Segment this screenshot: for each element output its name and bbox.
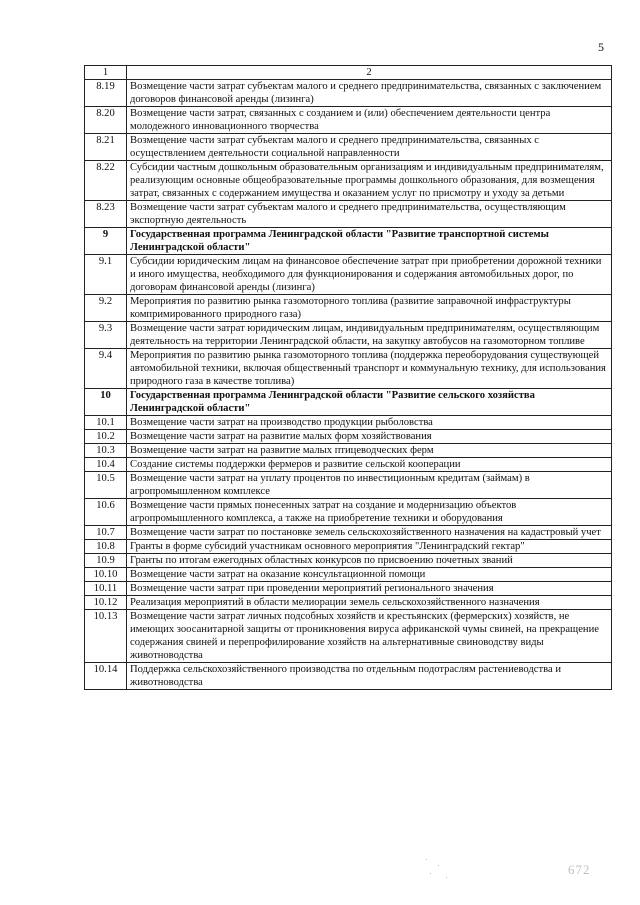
table-body: [85, 80, 612, 690]
table-row: [85, 322, 612, 349]
row-text: Возмещение части затрат на уплату процентов по инвестиционным кредитам (займам) в агропромышленном комплексе: [127, 472, 612, 499]
table-row: [85, 416, 612, 430]
row-number: 9.4: [85, 349, 127, 389]
row-text: Возмещение части затрат личных подсобных хозяйств и крестьянских (фермерских) хозяйств, не имеющих зоосанитарной защиты от проникновения вируса африканской чумы свиней, на прекращение содержания свиней и перепрофилирование хозяйств на альтернативные свиноводству виды животноводства: [127, 610, 612, 663]
row-number: 10.2: [85, 430, 127, 444]
section-row: [85, 228, 612, 255]
table-row: [85, 582, 612, 596]
table-row: [85, 540, 612, 554]
header-column-description: 2: [127, 66, 612, 80]
row-text: Возмещение части прямых понесенных затрат на создание и модернизацию объектов агропромышленного комплекса, а также на приобретение техники и оборудования: [127, 499, 612, 526]
row-number: 8.23: [85, 201, 127, 228]
row-number: 10.12: [85, 596, 127, 610]
table-row: [85, 499, 612, 526]
table-row: [85, 349, 612, 389]
row-number: 10.8: [85, 540, 127, 554]
row-text: Возмещение части затрат на производство продукции рыболовства: [127, 416, 612, 430]
table-row: [85, 472, 612, 499]
row-number: 10.14: [85, 663, 127, 690]
row-text: Возмещение части затрат при проведении мероприятий регионального значения: [127, 582, 612, 596]
table-row: [85, 134, 612, 161]
table-row: [85, 201, 612, 228]
row-number: 9.1: [85, 255, 127, 295]
table-row: [85, 107, 612, 134]
row-number: 10.1: [85, 416, 127, 430]
section-row: [85, 389, 612, 416]
row-number: 8.19: [85, 80, 127, 107]
row-number: 10.7: [85, 526, 127, 540]
row-number: 9.2: [85, 295, 127, 322]
table-row: [85, 161, 612, 201]
row-text: Возмещение части затрат на оказание консультационной помощи: [127, 568, 612, 582]
row-number: 10.4: [85, 458, 127, 472]
table-row: [85, 80, 612, 107]
table-row: [85, 596, 612, 610]
row-text: Возмещение части затрат субъектам малого и среднего предпринимательства, осуществляющим экспортную деятельность: [127, 201, 612, 228]
row-number: 10.11: [85, 582, 127, 596]
row-text: Мероприятия по развитию рынка газомоторного топлива (развитие заправочной инфраструктуры компримированного природного газа): [127, 295, 612, 322]
row-number: 8.20: [85, 107, 127, 134]
row-number: 9.3: [85, 322, 127, 349]
row-text: Государственная программа Ленинградской области "Развитие транспортной системы Ленинградской области": [127, 228, 612, 255]
row-text: Субсидии частным дошкольным образовательным организациям и индивидуальным предпринимателям, реализующим основные общеобразовательные программы дошкольного образования, для возмещения затрат, связанных с содержанием имущества и оказанием услуг по присмотру и уходу за детьми: [127, 161, 612, 201]
table-row: [85, 295, 612, 322]
row-number: 10.13: [85, 610, 127, 663]
row-text: Возмещение части затрат субъектам малого и среднего предпринимательства, связанных с осуществлением деятельности социальной направленности: [127, 134, 612, 161]
row-text: Возмещение части затрат юридическим лицам, индивидуальным предпринимателям, осуществляющим деятельность на территории Ленинградской области, на закупку автобусов на газомоторном топливе: [127, 322, 612, 349]
row-text: Возмещение части затрат по постановке земель сельскохозяйственного назначения на кадастровый учет: [127, 526, 612, 540]
row-text: Гранты по итогам ежегодных областных конкурсов по присвоению почетных званий: [127, 554, 612, 568]
table-header-row: [85, 66, 612, 80]
table-row: [85, 458, 612, 472]
table-row: [85, 255, 612, 295]
row-text: Поддержка сельскохозяйственного производства по отдельным подотраслям растениеводства и животноводства: [127, 663, 612, 690]
table-row: [85, 554, 612, 568]
row-number: 10: [85, 389, 127, 416]
table-row: [85, 444, 612, 458]
row-text: Возмещение части затрат, связанных с созданием и (или) обеспечением деятельности центра молодежного инновационного творчества: [127, 107, 612, 134]
header-column-number: 1: [85, 66, 127, 80]
scan-specks: [420, 855, 460, 885]
table-row: [85, 610, 612, 663]
page-number: 5: [598, 40, 604, 54]
row-text: Гранты в форме субсидий участникам основного мероприятия "Ленинградский гектар": [127, 540, 612, 554]
row-text: Государственная программа Ленинградской области "Развитие сельского хозяйства Ленинградской области": [127, 389, 612, 416]
table-row: [85, 430, 612, 444]
row-number: 10.6: [85, 499, 127, 526]
row-text: Мероприятия по развитию рынка газомоторного топлива (поддержка переоборудования существующей автомобильной техники, включая общественный транспорт и коммунальную технику, для использования природного газа в качестве топлива): [127, 349, 612, 389]
row-text: Субсидии юридическим лицам на финансовое обеспечение затрат при приобретении дорожной техники и иного имущества, необходимого для функционирования и содержания автомобильных дорог, по договорам финансовой аренды (лизинга): [127, 255, 612, 295]
row-text: Создание системы поддержки фермеров и развитие сельской кооперации: [127, 458, 612, 472]
row-number: 10.9: [85, 554, 127, 568]
document-table: [84, 65, 612, 690]
row-number: 10.3: [85, 444, 127, 458]
table-row: [85, 663, 612, 690]
row-number: 10.10: [85, 568, 127, 582]
page-stamp: 672: [568, 862, 591, 877]
row-text: Возмещение части затрат на развитие малых птицеводческих ферм: [127, 444, 612, 458]
row-text: Реализация мероприятий в области мелиорации земель сельскохозяйственного назначения: [127, 596, 612, 610]
row-number: 9: [85, 228, 127, 255]
row-number: 8.21: [85, 134, 127, 161]
row-text: Возмещение части затрат на развитие малых форм хозяйствования: [127, 430, 612, 444]
table-row: [85, 526, 612, 540]
row-text: Возмещение части затрат субъектам малого и среднего предпринимательства, связанных с заключением договоров финансовой аренды (лизинга): [127, 80, 612, 107]
row-number: 10.5: [85, 472, 127, 499]
table-row: [85, 568, 612, 582]
row-number: 8.22: [85, 161, 127, 201]
